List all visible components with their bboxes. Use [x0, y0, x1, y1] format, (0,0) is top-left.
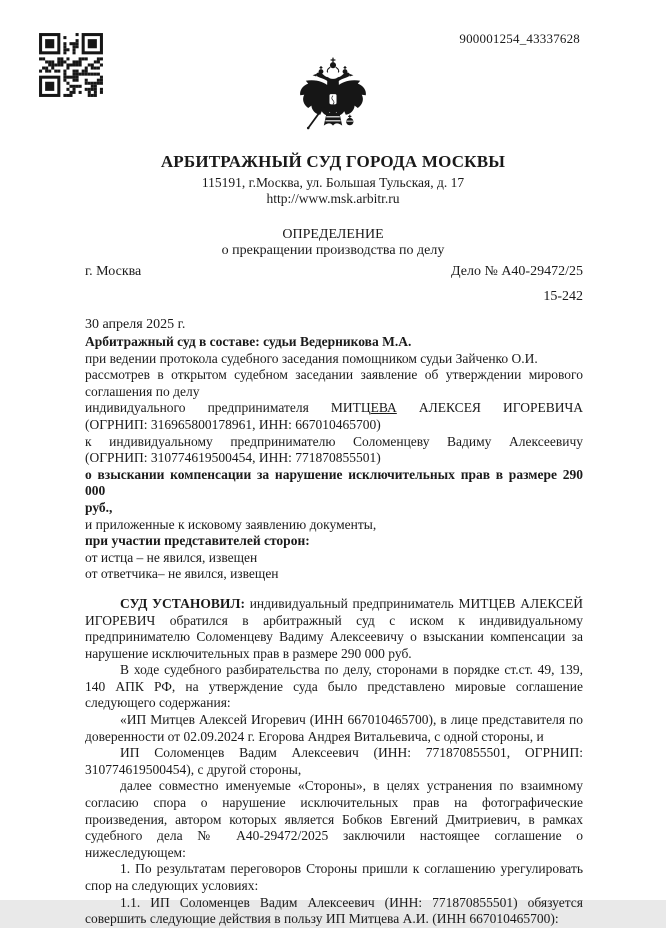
paragraph-defendant-line — [85, 434, 583, 451]
paragraph-plaintiff-attendance — [85, 550, 583, 567]
text-run: от истца – не явился, извещен — [85, 549, 258, 565]
paragraph-attachments-line — [85, 517, 583, 534]
court-website: http://www.msk.arbitr.ru — [266, 191, 400, 206]
paragraph-claim-line-2 — [85, 500, 583, 517]
text-run: от ответчика– не явился, извещен — [85, 566, 279, 582]
paragraph-parties-heading — [85, 533, 583, 550]
text-run: о взыскании компенсации за нарушение исключительных прав в размере 290 000 — [85, 466, 583, 499]
text-run: (ОГРНИП: 316965800178961, ИНН: 667010465700) — [85, 416, 381, 432]
paragraph-settlement-party-1 — [85, 712, 583, 745]
paragraph-settlement-intro — [85, 662, 583, 712]
text-run: 1.1. ИП Соломенцев Вадим Алексеевич (ИНН: 771870855501) обязуется совершить следующие действия в пользу ИП Митцева А.И. (ИНН 667010465700): — [85, 894, 583, 927]
paragraph-plaintiff-ids — [85, 417, 583, 434]
paragraph-settlement-preamble — [85, 778, 583, 861]
text-run: к индивидуальному предпринимателю Соломенцеву Вадиму Алексеевичу — [85, 433, 583, 449]
text-run: ИП Соломенцев Вадим Алексеевич (ИНН: 771870855501, ОГРНИП: 310774619500454), с другой стороны, — [85, 745, 583, 777]
case-info-block — [85, 264, 583, 333]
text-run: при ведении протокола судебного заседания помощником судьи Зайченко О.И. — [85, 350, 538, 366]
text-run: далее совместно именуемые «Стороны», в целях устранения по взаимному согласию спора о нарушение исключительных прав на фотографические произведения, автором которых является Бобков Евгений Дмитриевич, в рамках судебного дела № А40-29472/2025 заключили настоящее соглашение о нижеследующем: — [85, 778, 583, 860]
city-label: г. Москва — [85, 264, 142, 279]
document-type-title: ОПРЕДЕЛЕНИЕ — [282, 227, 384, 242]
court-name: АРБИТРАЖНЫЙ СУД ГОРОДА МОСКВЫ — [160, 152, 506, 171]
text-run: 1. По результатам переговоров Стороны пришли к соглашению урегулировать спор на следующих условиях: — [85, 861, 583, 893]
text-run: индивидуальный предприниматель МИТЦЕВ АЛЕКСЕЙ ИГОРЕВИЧ обратился в арбитражный суд с иском к индивидуальному предпринимателю Соломенцеву Вадиму Алексеевичу о взыскании компенсации за нарушение исключительных прав в размере 290 000 руб. — [85, 595, 584, 661]
text-run: (ОГРНИП: 310774619500454, ИНН: 771870855501) — [85, 450, 381, 466]
text-run: В ходе судебного разбирательства по делу, сторонами в порядке ст.ст. 49, 139, 140 АПК РФ, на утверждение суда было представлено мировые соглашение следующего содержания: — [85, 662, 583, 711]
paragraph-plaintiff-line — [85, 400, 583, 417]
court-header — [0, 152, 666, 259]
text-run: соглашения по делу — [85, 383, 200, 399]
paragraph-hearing-line-1 — [85, 367, 583, 384]
document-date: 30 апреля 2025 г. — [85, 317, 186, 332]
paragraph-court-found — [85, 596, 583, 662]
paragraph-defendant-ids — [85, 450, 583, 467]
paragraph-hearing-line-2 — [85, 384, 583, 401]
paragraph-claim-line-1 — [85, 467, 583, 500]
paragraph-defendant-attendance — [85, 566, 583, 583]
text-run: и приложенные к исковому заявлению документы, — [85, 516, 377, 532]
document-body — [85, 334, 583, 928]
doc-registration-number: 900001254_43337628 — [459, 31, 580, 46]
case-number: Дело № А40-29472/25 — [451, 264, 583, 279]
text-run: АЛЕКСЕЯ ИГОРЕВИЧА — [396, 400, 584, 416]
paragraph-settlement-clause-1-1 — [85, 895, 583, 928]
court-address: 115191, г.Москва, ул. Большая Тульская, д. 17 — [201, 175, 465, 190]
text-run: СУД УСТАНОВИЛ: — [120, 595, 250, 611]
text-run: при участии представителей сторон: — [85, 533, 310, 549]
text-run: руб., — [85, 499, 113, 515]
text-run: Арбитражный суд в составе: судьи Ведерникова М.А. — [85, 334, 412, 349]
paragraph-judge-line — [85, 334, 583, 351]
qr-code-icon — [36, 30, 106, 100]
text-run: «ИП Митцев Алексей Игоревич (ИНН 667010465700), в лице представителя по доверенности от 02.09.2024 г. Егорова Андрея Витальевича, с одной стороны, и — [85, 712, 583, 744]
text-run: рассмотрев в открытом судебном заседании заявление об утверждении мирового — [85, 367, 583, 383]
paragraph-settlement-party-2 — [85, 745, 583, 778]
coat-of-arms-icon — [293, 57, 373, 151]
document-subtitle: о прекращении производства по делу — [221, 243, 445, 258]
text-run: ЕВА — [370, 400, 397, 416]
case-internal-code: 15-242 — [543, 289, 583, 304]
paragraph-clerk-line — [85, 351, 583, 368]
text-run: индивидуального предпринимателя МИТЦ — [85, 400, 371, 416]
paragraph-settlement-clause-1 — [85, 861, 583, 894]
